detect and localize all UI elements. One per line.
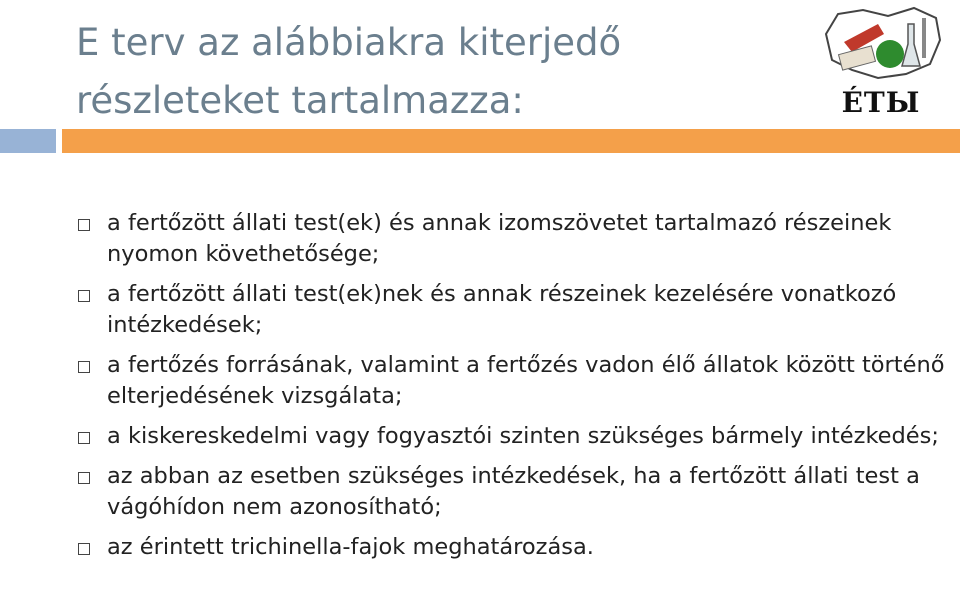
logo bbox=[818, 4, 944, 126]
bullet-text: a fertőzött állati test(ek)nek és annak részeinek kezelésére vonatkozó intézkedések; bbox=[107, 281, 897, 338]
logo-graphic-icon bbox=[818, 4, 944, 86]
logo-text: ÉTЫ bbox=[841, 86, 921, 119]
header-bar-accent bbox=[62, 129, 960, 153]
list-item bbox=[76, 421, 946, 452]
bullet-square-icon bbox=[78, 219, 90, 231]
bullet-text: a fertőzött állati test(ek) és annak izomszövetet tartalmazó részeinek nyomon követhetősége; bbox=[107, 210, 892, 267]
bullet-text: a kiskereskedelmi vagy fogyasztói szinten szükséges bármely intézkedés; bbox=[107, 423, 939, 449]
bullet-square-icon bbox=[78, 290, 90, 302]
bullet-square-icon bbox=[78, 472, 90, 484]
list-item bbox=[76, 532, 946, 563]
list-item bbox=[76, 208, 946, 270]
list-item bbox=[76, 279, 946, 341]
bullet-text: az abban az esetben szükséges intézkedések, ha a fertőzött állati test a vágóhídon nem azonosítható; bbox=[107, 463, 920, 520]
bullet-square-icon bbox=[78, 361, 90, 373]
slide-title: E terv az alábbiakra kiterjedő részleteket tartalmazza: bbox=[76, 21, 622, 122]
bullet-square-icon bbox=[78, 432, 90, 444]
list-item bbox=[76, 350, 946, 412]
bullet-text: az érintett trichinella-fajok meghatározása. bbox=[107, 534, 594, 560]
bullet-list bbox=[76, 208, 946, 572]
list-item bbox=[76, 461, 946, 523]
bullet-square-icon bbox=[78, 543, 90, 555]
header-bar-left bbox=[0, 129, 56, 153]
bullet-text: a fertőzés forrásának, valamint a fertőzés vadon élő állatok között történő elterjedésének vizsgálata; bbox=[107, 352, 945, 409]
